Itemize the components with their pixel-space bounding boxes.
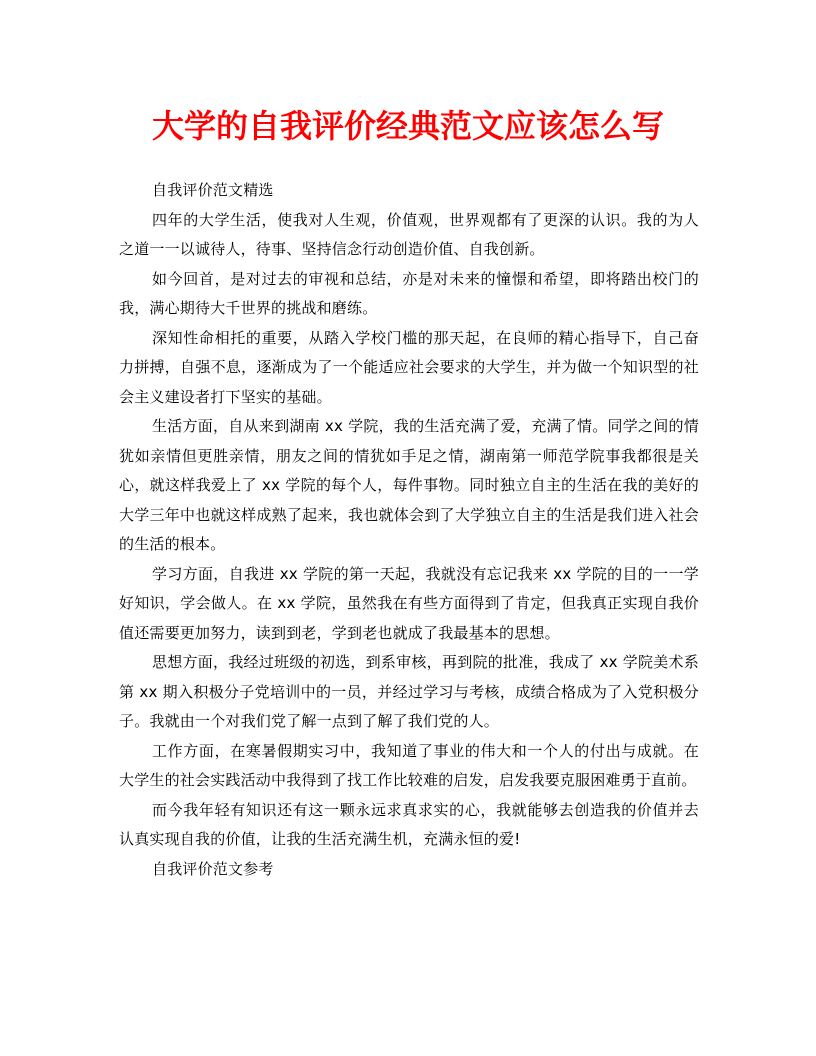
paragraph: 四年的大学生活，使我对人生观，价值观，世界观都有了更深的认识。我的为人之道一一以诚待人，待事、坚持信念行动创造价值、自我创新。 bbox=[119, 210, 699, 258]
paragraph: 深知性命相托的重要，从踏入学校门槛的那天起，在良师的精心指导下，自己奋力拼搏，自强不息，逐渐成为了一个能适应社会要求的大学生，并为做一个知识型的社会主义建设者打下坚实的基础。 bbox=[119, 328, 699, 406]
document-title: 大学的自我评价经典范文应该怎么写 bbox=[151, 107, 664, 145]
paragraph: 工作方面，在寒暑假期实习中，我知道了事业的伟大和一个人的付出与成就。在大学生的社会实践活动中我得到了找工作比较难的启发，启发我要克服困难勇于直前。 bbox=[119, 741, 699, 789]
document-body bbox=[119, 176, 699, 884]
paragraph: 思想方面，我经过班级的初选，到系审核，再到院的批准，我成了 xx 学院美术系第 xx 期入积极分子党培训中的一员，并经过学习与考核，成绩合格成为了入党积极分子。我就由一个对我们党了解一点到了解了我们党的人。 bbox=[119, 653, 699, 730]
paragraph: 生活方面，自从来到湖南 xx 学院，我的生活充满了爱，充满了情。同学之间的情犹如亲情但更胜亲情，朋友之间的情犹如手足之情，湖南第一师范学院事我都很是关心，就这样我爱上了 xx 学院的每个人，每件事物。同时独立自主的生活在我的美好的大学三年中也就这样成熟了起来，我也就体会到了大学独立自主的生活是我们进入社会的生活的根本。 bbox=[119, 417, 699, 553]
paragraph-section-heading: 自我评价范文精选 bbox=[152, 181, 274, 199]
paragraph-section-heading: 自我评价范文参考 bbox=[152, 859, 274, 878]
paragraph: 学习方面，自我进 xx 学院的第一天起，我就没有忘记我来 xx 学院的目的一一学好知识，学会做人。在 xx 学院，虽然我在有些方面得到了肯定，但我真正实现自我价值还需要更加努力，读到到老，学到老也就成了我最基本的思想。 bbox=[119, 564, 699, 642]
paragraph: 而今我年轻有知识还有这一颗永远求真求实的心，我就能够去创造我的价值并去认真实现自我的价值，让我的生活充满生机，充满永恒的爱! bbox=[119, 800, 699, 848]
paragraph: 如今回首，是对过去的审视和总结，亦是对未来的憧憬和希望，即将踏出校门的我，满心期待大千世界的挑战和磨练。 bbox=[119, 269, 699, 317]
